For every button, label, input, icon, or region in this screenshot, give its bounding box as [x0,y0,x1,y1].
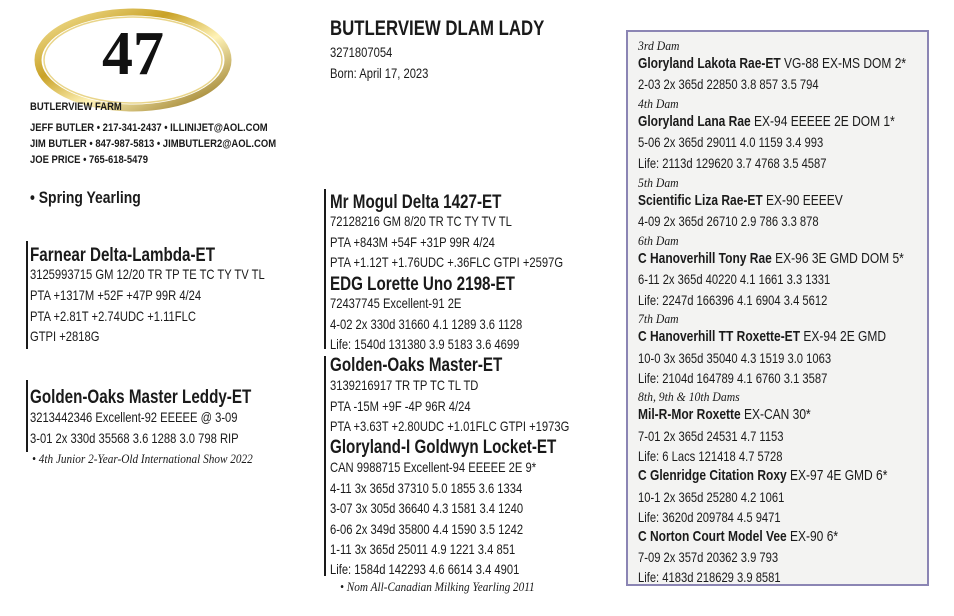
record-line: 4-09 2x 365d 26710 2.9 786 3.3 878 [638,213,819,229]
dam-line: 3-01 2x 330d 35568 3.6 1288 3.0 798 RIP [30,430,239,446]
pedigree-line: CAN 9988715 Excellent-94 EEEEE 2E 9* [330,459,537,475]
sire-line: PTA +1317M +52F +47P 99R 4/24 [30,287,202,303]
pedigree-line: 72128216 GM 8/20 TR TC TY TV TL [330,213,512,229]
pedigree-line: 1-11 3x 365d 25011 4.9 1221 3.4 851 [330,541,516,557]
record-line: 7-01 2x 365d 24531 4.7 1153 [638,428,784,444]
ancestor-name: C Hanoverhill Tony Rae [638,250,772,267]
dam-name: Golden-Oaks Master Leddy-ET [30,387,252,408]
sire-name: Farnear Delta-Lambda-ET [30,245,215,266]
ancestor-name-line [638,465,887,486]
record-line: 5-06 2x 365d 29011 4.0 1159 3.4 993 [638,134,824,150]
pedigree-line: 4-02 2x 330d 31660 4.1 1289 3.6 1128 [330,316,523,332]
record-line: 6-11 2x 365d 40220 4.1 1661 3.3 1331 [638,271,831,287]
birth-date: Born: April 17, 2023 [330,65,429,81]
dam-generation-label: 3rd Dam [638,38,680,53]
ancestor-name: Gloryland Lana Rae [638,113,751,130]
sire-bracket [26,241,28,349]
sire-line: 3125993715 GM 12/20 TR TP TE TC TY TV TL [30,266,265,282]
dam-award-note: • 4th Junior 2-Year-Old International Show 2022 [32,452,253,466]
sire-of-dam-name: Golden-Oaks Master-ET [330,355,503,376]
ancestor-name-line [638,404,811,425]
contact-line: JIM BUTLER • 847-987-5813 • JIMBUTLER2@AOL.COM [30,138,277,150]
dam-bracket [26,380,28,452]
sire-line: PTA +2.81T +2.74UDC +1.11FLC [30,308,196,324]
pedigree-line: 3-07 3x 305d 36640 4.3 1581 3.4 1240 [330,500,524,516]
dam-generation-label: 6th Dam [638,233,679,248]
ancestor-classification: EX-94 2E GMD [800,328,887,345]
record-line: 10-1 2x 365d 25280 4.2 1061 [638,489,785,505]
farm-name: BUTLERVIEW FARM [30,101,122,113]
registration-number: 3271807054 [330,44,393,60]
sire-line: GTPI +2818G [30,328,100,344]
dam-generation-label: 5th Dam [638,175,679,190]
record-line: Life: 2247d 166396 4.1 6904 3.4 5612 [638,292,828,308]
contact-line: JOE PRICE • 765-618-5479 [30,154,148,166]
sire-parents-bracket [324,189,326,349]
animal-name: BUTLERVIEW DLAM LADY [330,17,545,40]
pedigree-line: PTA -15M +9F -4P 96R 4/24 [330,398,471,414]
ancestor-name-line [638,111,895,132]
dam-of-dam-award-note: • Nom All-Canadian Milking Yearling 2011 [340,580,535,594]
ancestor-classification: VG-88 EX-MS DOM 2* [780,55,907,72]
ancestor-name: Scientific Liza Rae-ET [638,192,763,209]
ancestor-name: C Glenridge Citation Roxy [638,467,787,484]
dam-of-sire-name: EDG Lorette Uno 2198-ET [330,274,515,295]
pedigree-line: 72437745 Excellent-91 2E [330,295,462,311]
lot-number: 47 [102,20,164,88]
dam-generation-label: 7th Dam [638,311,679,326]
ancestor-name-line [638,326,886,347]
record-line: Life: 4183d 218629 3.9 8581 [638,569,781,585]
ancestor-name-line [638,526,838,547]
record-line: Life: 2104d 164789 4.1 6760 3.1 3587 [638,370,828,386]
pedigree-line: PTA +3.63T +2.80UDC +1.01FLC GTPI +1973G [330,418,570,434]
ancestor-name-line [638,190,843,211]
ancestor-classification: EX-96 3E GMD DOM 5* [771,250,904,267]
age-category: • Spring Yearling [30,188,141,207]
dam-generation-label: 4th Dam [638,96,679,111]
pedigree-line: PTA +1.12T +1.76UDC +.36FLC GTPI +2597G [330,254,564,270]
sire-of-sire-name: Mr Mogul Delta 1427-ET [330,192,502,213]
dam-generation-label: 8th, 9th & 10th Dams [638,389,740,404]
pedigree-line: PTA +843M +54F +31P 99R 4/24 [330,234,495,250]
dam-of-dam-name: Gloryland-I Goldwyn Locket-ET [330,437,557,458]
ancestor-name: C Hanoverhill TT Roxette-ET [638,328,801,345]
record-line: Life: 2113d 129620 3.7 4768 3.5 4587 [638,155,827,171]
pedigree-line: 4-11 3x 365d 37310 5.0 1855 3.6 1334 [330,480,523,496]
record-line: Life: 3620d 209784 4.5 9471 [638,509,781,525]
ancestor-classification: EX-90 EEEEV [762,192,843,209]
pedigree-line: 6-06 2x 349d 35800 4.4 1590 3.5 1242 [330,521,524,537]
record-line: 7-09 2x 357d 20362 3.9 793 [638,549,779,565]
pedigree-line: 3139216917 TR TP TC TL TD [330,377,479,393]
ancestor-name: C Norton Court Model Vee [638,528,787,545]
ancestor-classification: EX-90 6* [786,528,839,545]
ancestor-classification: EX-94 EEEEE 2E DOM 1* [750,113,895,130]
dam-line: 3213442346 Excellent-92 EEEEE @ 3-09 [30,409,238,425]
record-line: Life: 6 Lacs 121418 4.7 5728 [638,448,783,464]
ancestor-name: Mil-R-Mor Roxette [638,406,741,423]
ancestor-name: Gloryland Lakota Rae-ET [638,55,781,72]
contact-line: JEFF BUTLER • 217-341-2437 • ILLINIJET@AOL.COM [30,122,268,134]
pedigree-line: Life: 1540d 131380 3.9 5183 3.6 4699 [330,336,520,352]
record-line: 2-03 2x 365d 22850 3.8 857 3.5 794 [638,76,819,92]
dam-parents-bracket [324,356,326,576]
ancestor-classification: EX-97 4E GMD 6* [786,467,888,484]
pedigree-line: Life: 1584d 142293 4.6 6614 3.4 4901 [330,561,520,577]
ancestor-name-line [638,53,906,74]
record-line: 10-0 3x 365d 35040 4.3 1519 3.0 1063 [638,350,832,366]
ancestor-classification: EX-CAN 30* [740,406,811,423]
ancestor-name-line [638,248,904,269]
maternal-line-box [626,30,929,586]
